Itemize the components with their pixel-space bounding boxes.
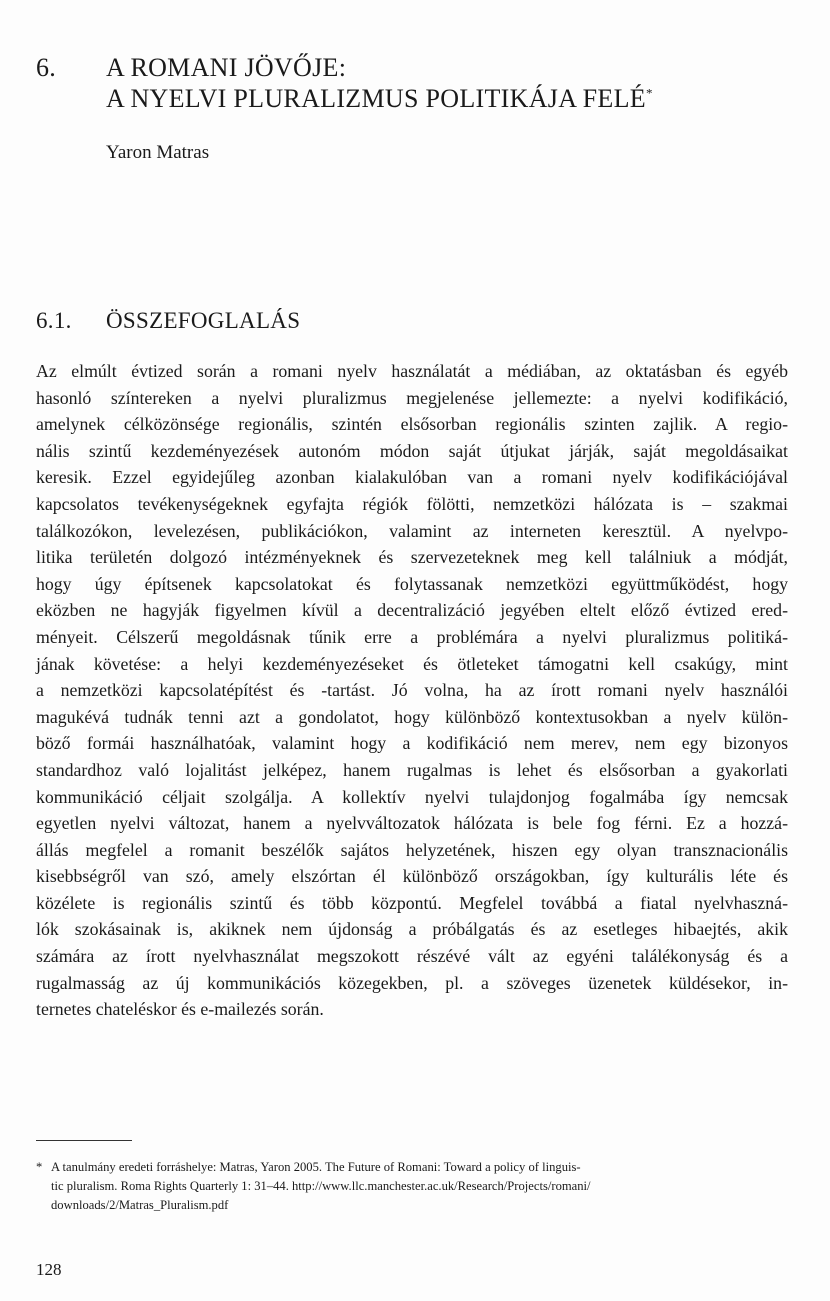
body-line: ternetes chateléskor és e-mailezés során. bbox=[36, 999, 324, 1020]
body-line: keresik. Ezzel egyidejűleg azonban kialakulóban van a romani nyelv kodifikációjával bbox=[36, 467, 788, 488]
body-line: magukévá tudnák tenni azt a gondolatot, hogy különböző kontextusokban a nyelv külön- bbox=[36, 706, 788, 727]
body-line: állás megfelel a romanit beszélők sajátos helyzetének, hiszen egy olyan transznacionális bbox=[36, 839, 788, 860]
body-line: Az elmúlt évtized során a romani nyelv használatát a médiában, az oktatásban és egyéb bbox=[36, 361, 788, 381]
body-line: eközben ne hagyják figyelmen kívül a decentralizáció jegyében eltelt előző évtized ered- bbox=[36, 600, 788, 621]
footnote-line-3: downloads/2/Matras_Pluralism.pdf bbox=[51, 1198, 229, 1212]
body-line: kommunikáció céljait szolgálja. A kollektív nyelvi tulajdonjog fogalmába így nemcsak bbox=[36, 786, 788, 807]
author-name: Yaron Matras bbox=[106, 142, 210, 163]
chapter-title-line-2 bbox=[106, 83, 816, 114]
body-line: találkozókon, levelezésen, publikációkon, valamint az interneten keresztül. A nyelvpo- bbox=[36, 520, 788, 541]
body-line: hasonló színtereken a nyelvi pluralizmus megjelenése jellemezte: a nyelvi kodifikáció, bbox=[36, 387, 788, 408]
body-line: kisebbségről van szó, amely elszórtan él különböző országokban, így kulturális léte és bbox=[36, 866, 788, 887]
section-title: ÖSSZEFOGLALÁS bbox=[106, 308, 301, 333]
body-line: kapcsolatos tevékenységeknek egyfajta régiók fölötti, nemzetközi hálózata is – szakmai bbox=[36, 493, 788, 514]
chapter-footnote-marker: * bbox=[645, 85, 653, 101]
chapter-number: 6. bbox=[36, 53, 57, 82]
body-line: böző formái használhatóak, valamint hogy a kodifikáció nem merev, nem egy bizonyos bbox=[36, 733, 788, 754]
section-heading bbox=[36, 307, 300, 335]
body-line: közélete is regionális szintű és több központú. Megfelel továbbá a fiatal nyelvhaszná- bbox=[36, 892, 788, 913]
body-line: jának követése: a helyi kezdeményezéseket és ötleteket támogatni kell csakúgy, mint bbox=[36, 653, 788, 674]
body-line: ményeit. Célszerű megoldásnak tűnik erre a problémára a nyelvi pluralizmus politiká- bbox=[36, 626, 788, 647]
footnote-divider bbox=[36, 1140, 132, 1141]
section-number: 6.1. bbox=[36, 308, 72, 333]
body-paragraph bbox=[36, 358, 788, 1023]
body-line: nális szintű kezdeményezések autonóm módon saját útjukat járják, saját megoldásaikat bbox=[36, 440, 788, 461]
footnote bbox=[36, 1158, 788, 1215]
body-line: rugalmasság az új kommunikációs közegekben, pl. a szöveges üzenetek küldésekor, in- bbox=[36, 972, 788, 993]
footnote-line-1-text: A tanulmány eredeti forráshelye: Matras, Yaron 2005. The Future of Romani: Toward a policy of linguis- bbox=[51, 1160, 581, 1174]
chapter-title-line-2-text: A NYELVI PLURALIZMUS POLITIKÁJA FELÉ bbox=[106, 84, 646, 113]
footnote-line-2: tic pluralism. Roma Rights Quarterly 1: 31–44. http://www.llc.manchester.ac.uk/Research/Projects/romani/ bbox=[51, 1179, 591, 1193]
footnote-marker: * bbox=[36, 1160, 43, 1174]
body-line: standardhoz való lojalitást jelképez, hanem rugalmas is lehet és elsősorban a gyakorlati bbox=[36, 759, 788, 780]
page-number: 128 bbox=[36, 1260, 62, 1279]
body-line: hogy úgy építsenek kapcsolatokat és folytassanak nemzetközi együttműködést, hogy bbox=[36, 573, 788, 594]
body-line: litika területén dolgozó intézményeknek és szervezeteknek meg kell találniuk a módját, bbox=[36, 547, 788, 568]
body-line: lók szokásainak is, akiknek nem újdonság a próbálgatás és az esetleges hibaejtés, akik bbox=[36, 919, 788, 940]
chapter-heading bbox=[36, 52, 816, 114]
footnote-line-1 bbox=[36, 1158, 788, 1177]
body-line: a nemzetközi kapcsolatépítést és -tartást. Jó volna, ha az írott romani nyelv használói bbox=[36, 680, 788, 701]
body-line: egyetlen nyelvi változat, hanem a nyelvváltozatok hálózata is bele fog férni. Ez a hozzá- bbox=[36, 813, 788, 834]
body-line: számára az írott nyelvhasználat megszokott részévé vált az egyéni találékonyság és a bbox=[36, 946, 788, 967]
body-line: amelynek célközönsége regionális, szintén elsősorban regionális szinten zajlik. A regio- bbox=[36, 414, 788, 435]
chapter-title-line-1: A ROMANI JÖVŐJE: bbox=[106, 53, 347, 82]
